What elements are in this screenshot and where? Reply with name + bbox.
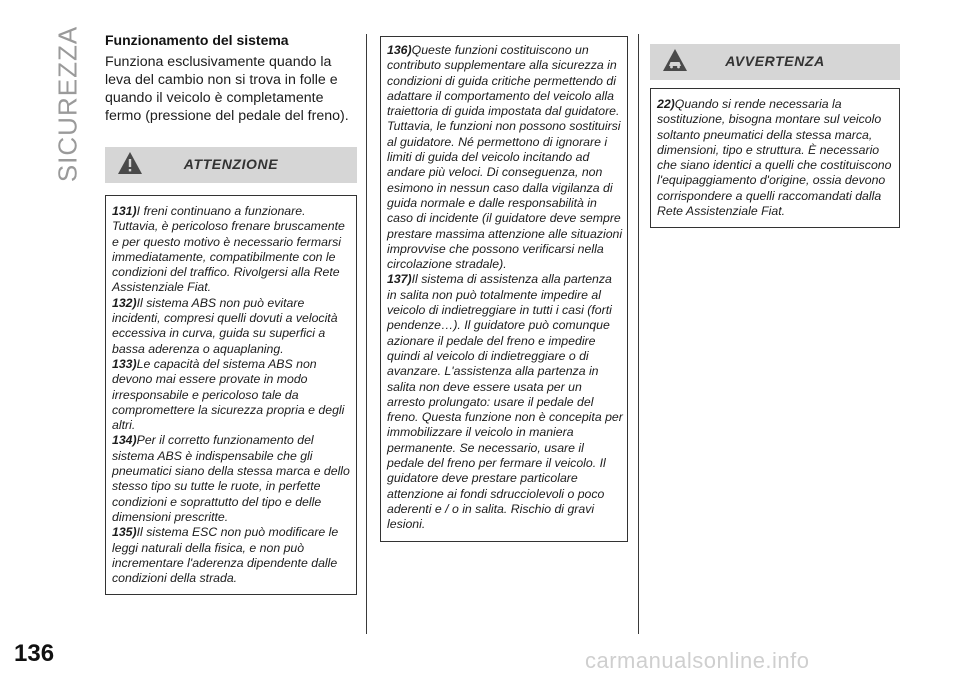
caution-box — [650, 88, 900, 228]
warning-note: 137)Il sistema di assistenza alla partenza in salita non può totalmente impedire al veicolo di indietreggiare in tutti i casi (forti pendenze…). Il guidatore può comunque azionare il pedale del freno e impedire quindi al veicolo di indietreggiare o di avanzare. L'assistenza alla partenza in salita non deve essere usata per un arresto prolungato: usare il pedale del freno. Questa funzione non è concepita per immobilizzare il veicolo in maniera permanente. Se necessario, usare il pedale del freno per fermare il veicolo. Il guidatore deve prestare particolare attenzione ai fondi sdrucciolevoli o poco aderenti e / o in salita. Rischio di gravi lesioni. — [387, 272, 623, 532]
caution-note: 22)Quando si rende necessaria la sostituzione, bisogna montare sul veicolo soltanto pneumatici della stessa marca, dimensioni, tipo e struttura. È necessario che siano identici a quelli che costituiscono l'equipaggiamento d'origine, ossia devono corrispondere a quelli raccomandati dalla Rete Assistenziale Fiat. — [657, 97, 892, 219]
warning-note: 133)Le capacità del sistema ABS non devono mai essere provate in modo irresponsabile e pericoloso tale da compromettere la sicurezza propria e degli altri. — [112, 356, 345, 433]
column-3 — [650, 44, 900, 228]
watermark: carmanualsonline.info — [585, 648, 810, 673]
column-divider-1 — [366, 34, 367, 634]
section-label — [42, 25, 94, 183]
caution-header — [650, 44, 900, 80]
section-title: Funzionamento del sistema — [105, 32, 289, 48]
section-body: Funziona esclusivamente quando la leva del cambio non si trova in folle e quando il veicolo è completamente fermo (pressione del pedale del freno). — [105, 54, 349, 124]
column-1 — [105, 32, 357, 595]
column-2 — [380, 36, 628, 542]
warning-box — [105, 195, 357, 595]
column-divider-2 — [638, 34, 639, 634]
warning-note: 134)Per il corretto funzionamento del sistema ABS è indispensabile che gli pneumatici siano della stessa marca e dello stesso tipo su tutte le ruote, in perfette condizioni e soprattutto del tipo e delle dimensioni prescritte. — [112, 433, 350, 524]
warning-note: 132)Il sistema ABS non può evitare incidenti, compresi quelli dovuti a velocità eccessiva in curva, guida su superfici a bassa aderenza o aquaplaning. — [112, 295, 338, 356]
caution-title: AVVERTENZA — [725, 53, 825, 69]
warning-note: 136)Queste funzioni costituiscono un contributo supplementare alla sicurezza in condizioni di guida critiche permettendo di adattare il comportamento del veicolo alla traiettoria di guida impostata dal guidatore. Tuttavia, le funzioni non possono sostituirsi al guidatore. Né permettono di ignorare i limiti di guida del veicolo incitando ad andare più veloci. Di conseguenza, non esimono in nessun caso dalla vigilanza di guida normale e dalle responsabilità in caso di incidente (il guidatore deve sempre prestare massima attenzione alle situazioni improvvise che possono verificarsi nella circolazione stradale). — [387, 43, 623, 272]
section-label-text: SICUREZZA — [52, 25, 83, 183]
warning-header — [105, 147, 357, 183]
warning-title: ATTENZIONE — [183, 156, 279, 172]
warning-note: 135)Il sistema ESC non può modificare le leggi naturali della fisica, e non può incrementare l'aderenza dipendente dalle condizioni della strada. — [112, 525, 339, 586]
warning-box-continued — [380, 36, 628, 542]
page-number: 136 — [14, 640, 55, 667]
warning-note: 131)I freni continuano a funzionare. Tuttavia, è pericoloso frenare bruscamente e per questo motivo è necessario fermarsi immediatamente, compatibilmente con le condizioni del traffico. Rivolgersi alla Rete Assistenziale Fiat. — [112, 204, 345, 295]
